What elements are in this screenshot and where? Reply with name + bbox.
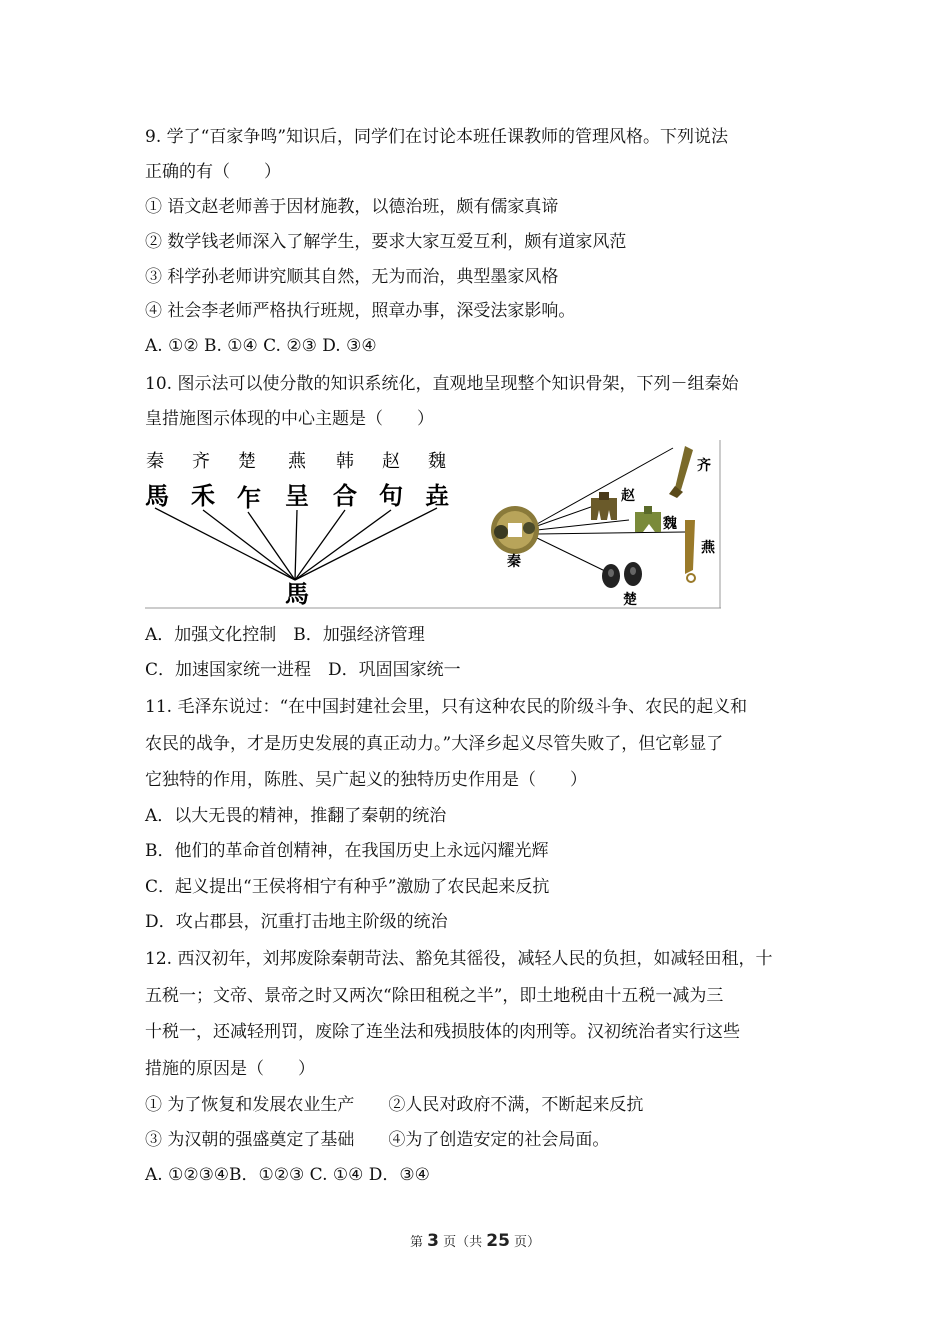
state-label-chu: 楚 [238,451,256,472]
text-line: ② 数学钱老师深入了解学生，要求大家互爱互利，颇有道家风范 [145,232,627,252]
text-line: A．加强文化控制 B．加强经济管理 [145,625,425,645]
text-line: ① 为了恢复和发展农业生产 ②人民对政府不满，不断起来反抗 [145,1095,644,1115]
text-line: 11. 毛泽东说过：“在中国封建社会里，只有这种农民的阶级斗争、农民的起义和 [145,697,748,717]
ancient-char: 馬 [145,481,169,510]
ancient-char: 呈 [285,481,309,510]
coin-label-qi: 齐 [697,458,711,474]
knife-coin-yan [685,520,695,582]
state-label-qi: 齐 [192,451,210,472]
banliang-coin-qin [491,506,539,554]
text-line: 正确的有（ ） [145,162,281,182]
footer-suffix: 页） [514,1235,541,1250]
text-line: B．他们的革命首创精神，在我国历史上永远闪耀光辉 [145,841,549,861]
text-line: 五税一；文帝、景帝之时又两次“除田租税之半”，即土地税由十五税一减为三 [145,986,724,1006]
footer-mid: 页（共 [443,1235,483,1250]
coin-label-chu: 楚 [623,592,637,608]
state-label-yan: 燕 [288,451,306,472]
fan-line [295,510,391,580]
footer-total-pages: 25 [486,1231,510,1251]
fan-line [295,508,437,580]
text-line: 十税一，还减轻刑罚，废除了连坐法和残损肢体的肉刑等。汉初统治者实行这些 [145,1022,740,1042]
coin-panel [491,446,716,608]
text-line: ③ 科学孙老师讲究顺其自然，无为而治，典型墨家风格 [145,267,559,287]
ancient-char: 乍 [237,483,261,512]
state-label-han: 韩 [336,451,354,472]
fan-line [155,508,295,580]
text-line: A. ①②③④B．①②③ C. ①④ D．③④ [145,1165,430,1185]
text-line: 10. 图示法可以使分散的知识系统化，直观地呈现整个知识骨架，下列－组秦始 [145,374,739,394]
coin-label-zhao: 赵 [621,488,635,504]
ancient-char: 垚 [425,481,449,510]
text-line: D．攻占郡县，沉重打击地主阶级的统治 [145,912,448,932]
fan-line [295,510,297,580]
ancient-char: 句 [379,481,403,510]
fan-lines [155,508,437,580]
spade-coin-wei [635,506,661,532]
text-line: C．起义提出“王侯将相宁有种乎”激励了农民起来反抗 [145,877,550,897]
spade-coin-zhao [591,492,617,520]
script-panel [145,451,449,608]
state-label-qin: 秦 [146,451,164,472]
text-line: A．以大无畏的精神，推翻了秦朝的统治 [145,806,447,826]
fan-line [248,512,295,580]
coin-label-yan: 燕 [701,540,715,556]
text-line: 它独特的作用，陈胜、吴广起义的独特历史作用是（ ） [145,770,587,790]
state-label-wei: 魏 [428,451,446,472]
page-footer [0,1231,950,1251]
text-line: ① 语文赵老师善于因材施教，以德治班，颇有儒家真谛 [145,197,559,217]
coin-label-wei: 魏 [663,516,677,532]
knife-coin-qi [669,446,693,498]
text-line: 皇措施图示体现的中心主题是（ ） [145,409,434,429]
text-line: 农民的战争，才是历史发展的真正动力。”大泽乡起义尽管失败了，但它彰显了 [145,734,724,754]
footer-page-number: 3 [427,1231,439,1251]
fan-line [203,510,295,580]
antnose-coin-chu [602,562,642,588]
text-line: C．加速国家统一进程 D．巩固国家统一 [145,660,461,680]
state-label-zhao: 赵 [382,451,400,472]
footer-prefix: 第 [409,1235,423,1250]
coin-link [537,538,607,572]
text-line: 9. 学了“百家争鸣”知识后，同学们在讨论本班任课教师的管理风格。下列说法 [145,127,729,147]
text-line: A. ①② B. ①④ C. ②③ D. ③④ [145,336,377,356]
coin-link [537,532,685,534]
hub-char: 馬 [285,579,309,608]
figure-svg [145,440,721,610]
qin-unification-figure [145,440,721,610]
text-line: ③ 为汉朝的强盛奠定了基础 ④为了创造安定的社会局面。 [145,1130,610,1150]
text-line: ④ 社会李老师严格执行班规，照章办事，深受法家影响。 [145,301,576,321]
text-line: 措施的原因是（ ） [145,1059,315,1079]
text-line: 12. 西汉初年，刘邦废除秦朝苛法、豁免其徭役，减轻人民的负担，如减轻田租，十 [145,949,773,969]
fan-line [295,510,345,580]
coin-label-qin: 秦 [507,554,521,570]
ancient-char: 禾 [191,481,215,510]
ancient-char: 合 [333,481,357,510]
